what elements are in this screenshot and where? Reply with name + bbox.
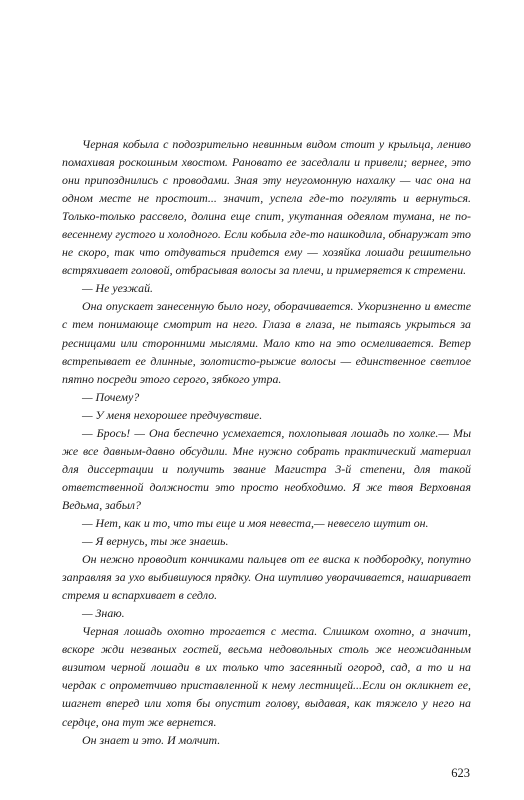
paragraph: — Брось! — Она беспечно усмехается, похлопывая лошадь по холке.— Мы же все давным-давно обсудили. Мне нужно собрать практический материал для диссертации и получить звание Магистра 3-й степени, для такой ответственной должности это просто необходимо. Я же твоя Верховная Ведьма, забыл?: [62, 425, 471, 512]
body-text: [62, 135, 471, 749]
paragraph: Он знает и это. И молчит.: [82, 732, 221, 747]
paragraph: — У меня нехорошее предчувствие.: [82, 407, 263, 422]
paragraph: — Знаю.: [82, 606, 125, 621]
page-number: 623: [451, 766, 470, 780]
paragraph: Черная лошадь охотно трогается с места. Слишком охотно, а значит, вскоре жди незваных гостей, весьма недовольных столь же неожиданным визитом черной лошади в их только что засеянный огород, сад, а то и на чердак с опрометчиво приставленной к нему лестницей...Если он окликнет ее, шагнет вперед или хотя бы опустит голову, выдавая, как тяжело у него на сердце, она тут же вернется.: [62, 624, 471, 729]
paragraph: — Нет, как и то, что ты еще и моя невеста,— невесело шутит он.: [82, 515, 429, 530]
paragraph: Черная кобыла с подозрительно невинным видом стоит у крыльца, лениво помахивая роскошным хвостом. Рановато ее заседлали и привели; вернее, это они припозднились с проводами. Зная эту неугомонную нахалку — час она на одном месте не простоит... значит, успела где-то погулять и вернуться. Только-только рассвело, долина еще спит, укутанная одеялом тумана, не по-весеннему густого и холодного. Если кобыла где-то нашкодила, обнаружат это не скоро, так что отдуваться придется ему — хозяйка лошади решительно встряхивает головой, отбрасывая волосы за плечи, и примеряется к стремени.: [62, 137, 471, 278]
paragraph: Он нежно проводит кончиками пальцев от ее виска к подбородку, попутно заправляя за ухо выбившуюся прядку. Она шутливо уворачивается, нашаривает стремя и вспархивает в седло.: [62, 552, 471, 603]
paragraph: — Почему?: [82, 389, 140, 404]
paragraph: — Не уезжай.: [82, 281, 154, 296]
paragraph: — Я вернусь, ты же знаешь.: [82, 534, 229, 549]
paragraph: Она опускает занесенную было ногу, оборачивается. Укоризненно и вместе с тем понимающе смотрит на него. Глаза в глаза, не пытаясь укрыться за ресницами или сторонними мыслями. Мало кто на это осмеливается. Ветер встрепывает ее длинные, золотисто-рыжие волосы — единственное светлое пятно посреди этого серого, зябкого утра.: [62, 299, 471, 386]
